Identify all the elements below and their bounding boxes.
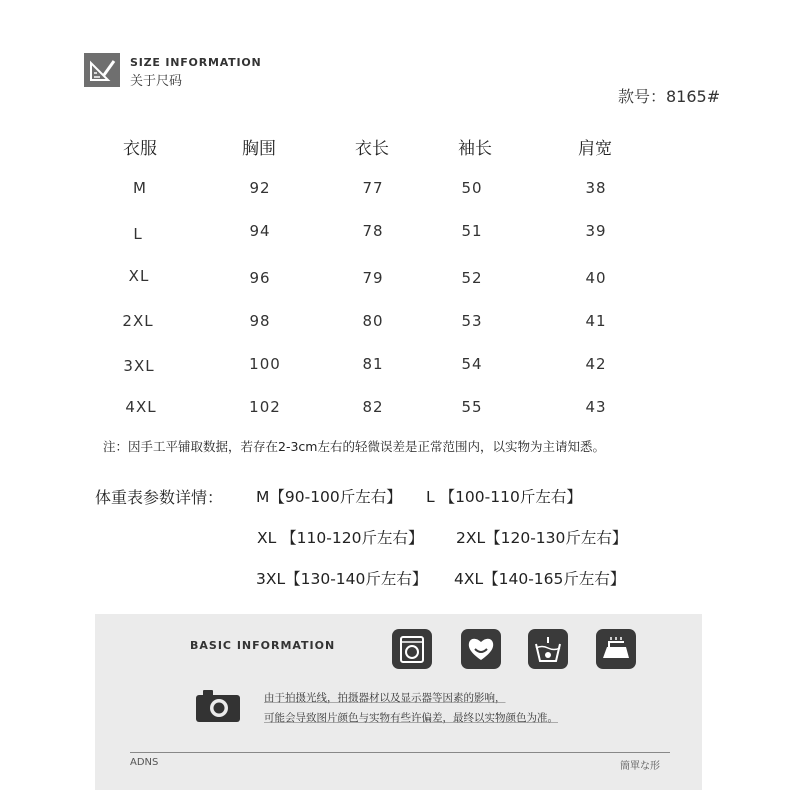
size-info-title-en: SIZE INFORMATION xyxy=(130,56,262,69)
washing-machine-icon xyxy=(392,629,432,669)
cell-shoulder: 38 xyxy=(585,179,607,197)
wash-basin-icon xyxy=(528,629,568,669)
weight-3xl: 3XL【130-140斤左右】 xyxy=(256,570,428,588)
measurement-note: 注：因手工平铺取数据，若存在2-3cm左右的轻微误差是正常范围内，以实物为主请知悉。 xyxy=(103,439,605,454)
weight-m: M【90-100斤左右】 xyxy=(256,488,402,506)
cell-length: 77 xyxy=(362,179,384,197)
cell-sleeve: 50 xyxy=(461,179,483,197)
weight-2xl: 2XL【120-130斤左右】 xyxy=(456,529,628,547)
cell-shoulder: 42 xyxy=(585,355,607,373)
cell-sleeve: 54 xyxy=(461,355,483,373)
cell-length: 78 xyxy=(362,222,384,240)
cell-chest: 102 xyxy=(249,398,281,416)
cell-chest: 96 xyxy=(249,269,271,287)
cell-shoulder: 41 xyxy=(585,312,607,330)
weight-4xl: 4XL【140-165斤左右】 xyxy=(454,570,626,588)
footer-brand: 簡單な形 xyxy=(620,761,660,772)
weight-l: L 【100-110斤左右】 xyxy=(426,488,582,506)
cell-length: 79 xyxy=(362,269,384,287)
size-info-title-cn: 关于尺码 xyxy=(130,74,183,89)
disclaimer-line-2: 可能会导致图片颜色与实物有些许偏差，最终以实物颜色为准。 xyxy=(264,712,558,724)
cell-length: 80 xyxy=(362,312,384,330)
panel-divider xyxy=(130,752,670,753)
hand-wash-icon xyxy=(461,629,501,669)
weight-label: 体重表参数详情： xyxy=(95,488,224,507)
iron-icon xyxy=(596,629,636,669)
weight-xl: XL 【110-120斤左右】 xyxy=(257,529,424,547)
cell-sleeve: 51 xyxy=(461,222,483,240)
header-shoulder: 肩宽 xyxy=(578,139,612,159)
header-sleeve: 袖长 xyxy=(458,139,492,159)
cell-sleeve: 55 xyxy=(461,398,483,416)
cell-shoulder: 39 xyxy=(585,222,607,240)
cell-size: 2XL xyxy=(122,312,154,330)
model-number: 款号：8165# xyxy=(618,87,721,106)
cell-sleeve: 52 xyxy=(461,269,483,287)
cell-length: 82 xyxy=(362,398,384,416)
header-chest: 胸围 xyxy=(242,139,276,159)
cell-chest: 98 xyxy=(249,312,271,330)
footer-left-text: ADNS xyxy=(130,757,159,768)
ruler-pencil-icon xyxy=(84,53,120,87)
cell-chest: 92 xyxy=(249,179,271,197)
basic-info-title: BASIC INFORMATION xyxy=(190,639,336,652)
cell-size: L xyxy=(133,225,143,243)
cell-shoulder: 43 xyxy=(585,398,607,416)
cell-chest: 94 xyxy=(249,222,271,240)
header-size: 衣服 xyxy=(123,139,157,159)
cell-chest: 100 xyxy=(249,355,281,373)
cell-size: 3XL xyxy=(123,357,155,375)
header-length: 衣长 xyxy=(355,139,389,159)
cell-shoulder: 40 xyxy=(585,269,607,287)
cell-length: 81 xyxy=(362,355,384,373)
cell-size: 4XL xyxy=(125,398,157,416)
cell-sleeve: 53 xyxy=(461,312,483,330)
camera-icon xyxy=(195,687,241,723)
cell-size: XL xyxy=(128,267,150,285)
cell-size: M xyxy=(133,179,147,197)
disclaimer-line-1: 由于拍摄光线，拍摄器材以及显示器等因素的影响， xyxy=(264,692,506,704)
